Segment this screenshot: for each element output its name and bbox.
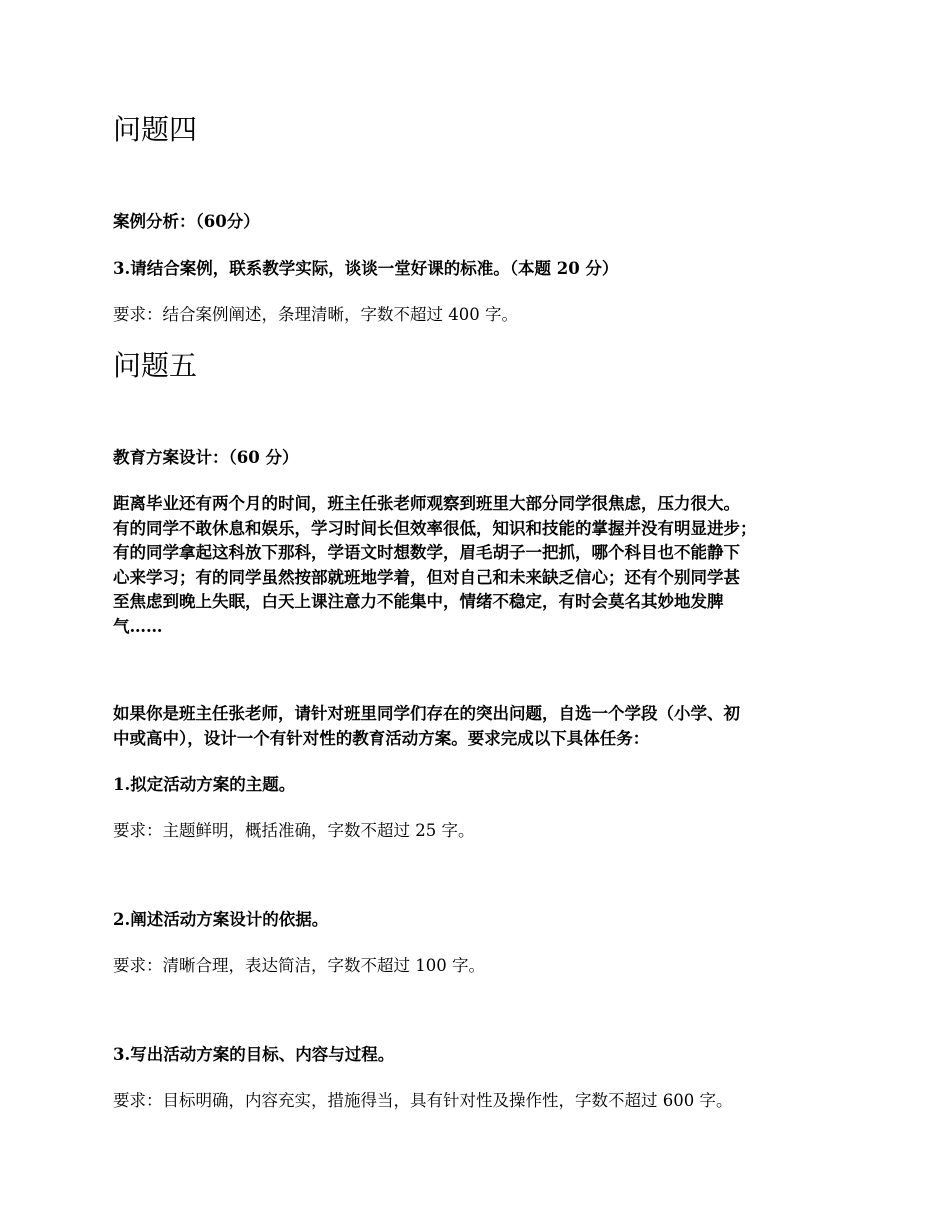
q4-section-label: 案例分析：（60分） [113,212,260,231]
q4-question: 3.请结合案例，联系教学实际，谈谈一堂好课的标准。（本题 20 分） [113,259,619,278]
scenario-line: 气…… [113,616,163,636]
task-1-requirement: 要求：主题鲜明，概括准确，字数不超过 25 字。 [113,821,475,840]
task-intro-line: 如果你是班主任张老师，请针对班里同学们存在的突出问题，自选一个学段（小学、初 [113,704,740,723]
scenario-line: 距离毕业还有两个月的时间，班主任张老师观察到班里大部分同学很焦虑，压力很大。 [113,494,740,513]
scenario-line: 有的同学不敢休息和娱乐，学习时间长但效率很低，知识和技能的掌握并没有明显进步； [113,518,757,538]
task-3-requirement: 要求：目标明确，内容充实，措施得当，具有针对性及操作性，字数不超过 600 字。 [113,1091,733,1110]
task-2-title: 2.阐述活动方案设计的依据。 [113,910,329,929]
q4-heading: 问题四 [113,113,198,146]
scenario-line: 有的同学拿起这科放下那科，学语文时想数学，眉毛胡子一把抓，哪个科目也不能静下 [113,543,740,563]
q5-scenario-paragraph [113,492,838,640]
task-1-title: 1.拟定活动方案的主题。 [113,775,296,794]
task-3-title: 3.写出活动方案的目标、内容与过程。 [113,1045,395,1064]
task-intro-line: 中或高中），设计一个有针对性的教育活动方案。要求完成以下具体任务： [113,728,650,748]
q5-heading: 问题五 [113,349,198,382]
scenario-line: 心来学习；有的同学虽然按部就班地学着，但对自己和未来缺乏信心；还有个别同学甚 [113,567,740,587]
q5-section-label: 教育方案设计：（60 分） [113,448,299,467]
q4-requirement: 要求：结合案例阐述，条理清晰，字数不超过 400 字。 [113,305,518,324]
scenario-line: 至焦虑到晚上失眠，白天上课注意力不能集中，情绪不稳定，有时会莫名其妙地发脾 [113,592,724,612]
task-2-requirement: 要求：清晰合理，表达简洁，字数不超过 100 字。 [113,956,485,975]
q5-task-intro [113,702,838,751]
